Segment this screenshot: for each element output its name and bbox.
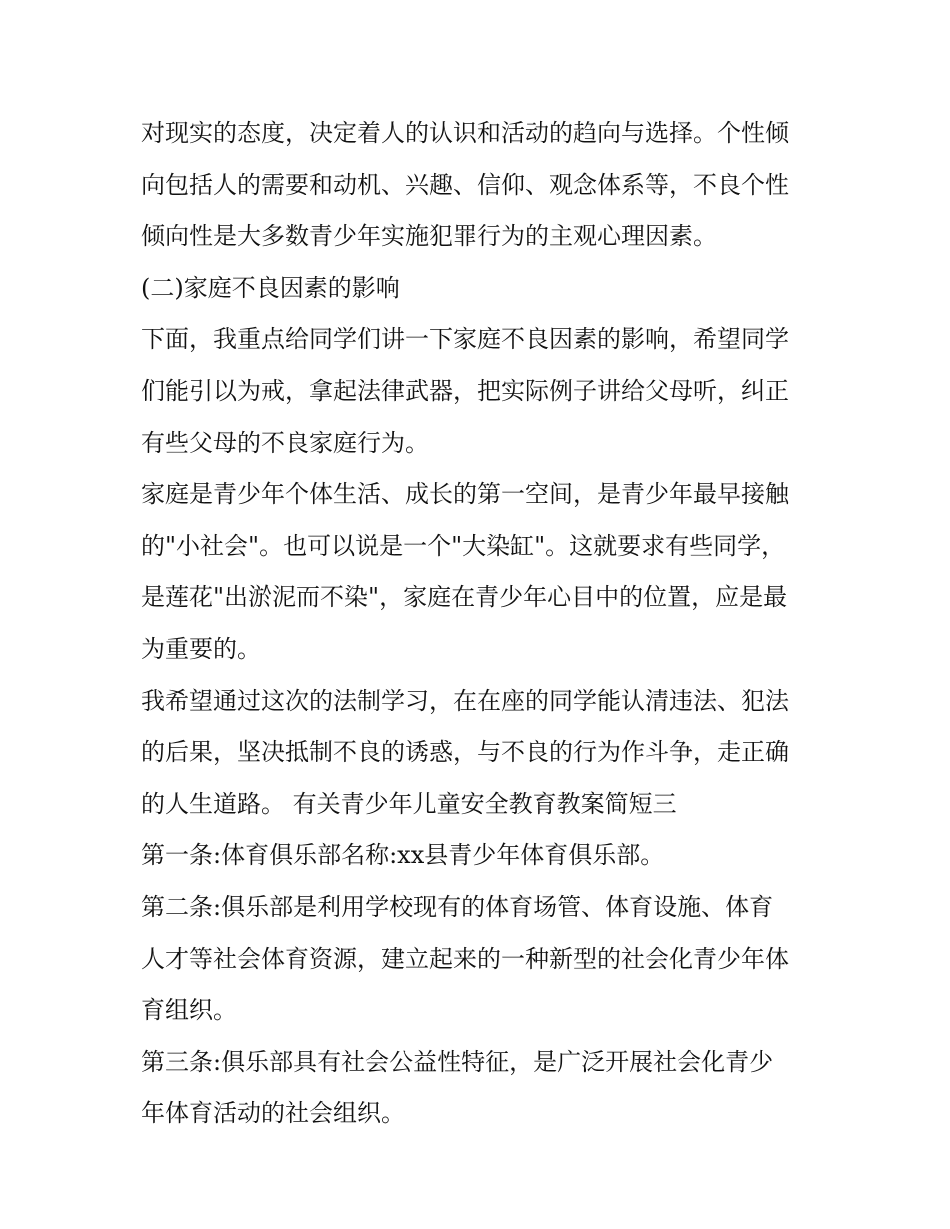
text-line: 下面，我重点给同学们讲一下家庭不良因素的影响，希望同学	[141, 325, 789, 354]
text-line: 人才等社会体育资源，建立起来的一种新型的社会化青少年体	[141, 944, 789, 973]
article-two	[141, 882, 821, 1037]
article-one	[141, 830, 821, 882]
text-line: 向包括人的需要和动机、兴趣、信仰、观念体系等，不良个性	[141, 170, 789, 199]
text-line: (二)家庭不良因素的影响	[141, 273, 400, 302]
text-line: 第三条:俱乐部具有社会公益性特征，是广泛开展社会化青少	[141, 1047, 774, 1076]
text-line: 对现实的态度，决定着人的认识和活动的趋向与选择。个性倾	[141, 119, 789, 147]
text-line: 家庭是青少年个体生活、成长的第一空间，是青少年最早接触	[141, 480, 789, 509]
text-line: 有些父母的不良家庭行为。	[141, 428, 429, 457]
paragraph-legal-study-hope	[141, 676, 821, 831]
text-line: 的"小社会"。也可以说是一个"大染缸"。这就要求有些同学，	[141, 531, 786, 560]
section-heading-family-factors	[141, 263, 821, 315]
text-line: 为重要的。	[141, 634, 261, 663]
text-line: 育组织。	[141, 996, 237, 1025]
text-line: 倾向性是大多数青少年实施犯罪行为的主观心理因素。	[141, 222, 717, 251]
text-line: 年体育活动的社会组织。	[141, 1099, 405, 1128]
document-body	[141, 108, 821, 1140]
text-line: 的人生道路。 有关青少年儿童安全教育教案简短三	[141, 789, 677, 818]
text-line: 们能引以为戒，拿起法律武器，把实际例子讲给父母听，纠正	[141, 376, 789, 405]
text-line: 第一条:体育俱乐部名称:xx县青少年体育俱乐部。	[141, 841, 665, 870]
text-line: 是莲花"出淤泥而不染"，家庭在青少年心目中的位置，应是最	[141, 583, 788, 612]
text-line: 第二条:俱乐部是利用学校现有的体育场管、体育设施、体育	[141, 892, 774, 921]
paragraph-family-small-society	[141, 469, 821, 675]
text-line: 的后果，坚决抵制不良的诱惑，与不良的行为作斗争，走正确	[141, 738, 789, 767]
text-line: 我希望通过这次的法制学习，在在座的同学能认清违法、犯法	[141, 686, 789, 715]
article-three	[141, 1037, 821, 1140]
paragraph-personality-tendency	[141, 108, 821, 263]
paragraph-family-factors-intro	[141, 314, 821, 469]
